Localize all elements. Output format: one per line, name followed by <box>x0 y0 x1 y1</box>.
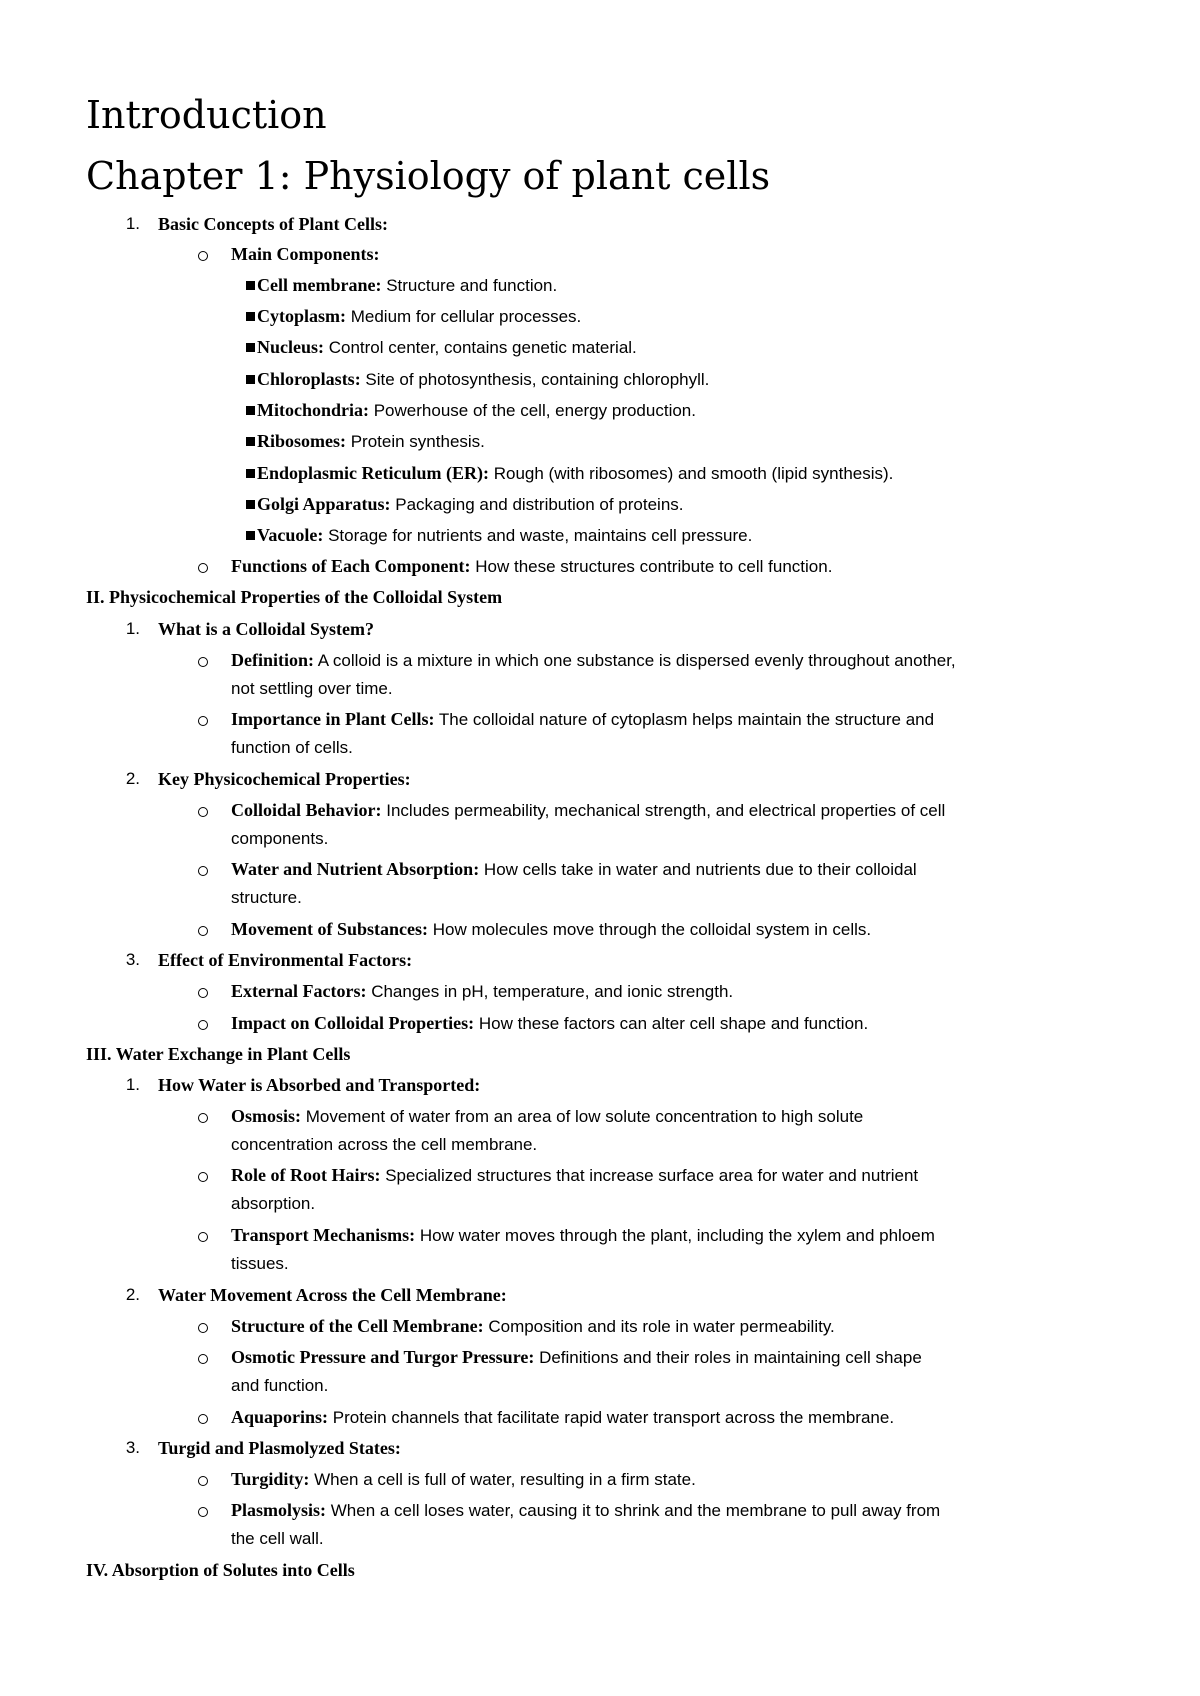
bullet-square-icon <box>246 312 255 321</box>
list-number: 1. <box>125 1075 140 1094</box>
list-number: 2. <box>125 1285 140 1304</box>
list-item: Impact on Colloidal Properties: How these factors can alter cell shape and function. <box>231 1013 869 1033</box>
list-item: Osmotic Pressure and Turgor Pressure: Definitions and their roles in maintaining cell shape <box>231 1347 922 1367</box>
page-title: Introduction <box>86 93 327 137</box>
subsection-heading: Basic Concepts of Plant Cells: <box>158 214 388 234</box>
list-item-continuation: concentration across the cell membrane. <box>231 1135 538 1154</box>
list-item: Importance in Plant Cells: The colloidal nature of cytoplasm helps maintain the structure and <box>231 709 935 729</box>
section-heading: III. Water Exchange in Plant Cells <box>86 1044 351 1064</box>
list-item: Structure of the Cell Membrane: Composition and its role in water permeability. <box>231 1316 835 1336</box>
list-item: Turgidity: When a cell is full of water, resulting in a firm state. <box>231 1469 696 1489</box>
bullet-circle-icon <box>198 1172 208 1182</box>
chapter-title: Chapter 1: Physiology of plant cells <box>86 154 771 198</box>
subsection-heading: How Water is Absorbed and Transported: <box>158 1075 481 1095</box>
list-item-continuation: components. <box>231 829 329 848</box>
list-item: Nucleus: Control center, contains genetic material. <box>246 334 637 360</box>
bullet-circle-icon <box>198 716 208 726</box>
bullet-circle-icon <box>198 1113 208 1123</box>
bullet-square-icon <box>246 531 255 540</box>
bullet-circle-icon <box>198 926 208 936</box>
bullet-circle-icon <box>198 1476 208 1486</box>
bullet-circle-icon <box>198 1232 208 1242</box>
list-item: Cytoplasm: Medium for cellular processes. <box>246 303 581 329</box>
list-item: Vacuole: Storage for nutrients and waste, maintains cell pressure. <box>246 522 752 548</box>
bullet-circle-icon <box>198 1323 208 1333</box>
bullet-circle-icon <box>198 1020 208 1030</box>
bullet-square-icon <box>246 437 255 446</box>
bullet-square-icon <box>246 375 255 384</box>
bullet-circle-icon <box>198 251 208 261</box>
section-heading: II. Physicochemical Properties of the Colloidal System <box>86 587 503 607</box>
bullet-circle-icon <box>198 657 208 667</box>
list-item: Cell membrane: Structure and function. <box>246 272 557 298</box>
list-item-continuation: function of cells. <box>231 738 353 757</box>
list-item: Colloidal Behavior: Includes permeability, mechanical strength, and electrical properties of cell <box>231 800 946 820</box>
bullet-square-icon <box>246 469 255 478</box>
list-item: Osmosis: Movement of water from an area of low solute concentration to high solute <box>231 1106 864 1126</box>
list-item-continuation: and function. <box>231 1376 329 1395</box>
list-item: Functions of Each Component: How these structures contribute to cell function. <box>231 556 833 576</box>
list-number: 3. <box>125 1438 140 1457</box>
subsection-heading: Water Movement Across the Cell Membrane: <box>158 1285 507 1305</box>
bullet-square-icon <box>246 343 255 352</box>
list-item: Water and Nutrient Absorption: How cells take in water and nutrients due to their colloidal <box>231 859 917 879</box>
bullet-square-icon <box>246 406 255 415</box>
list-item: Role of Root Hairs: Specialized structures that increase surface area for water and nutrient <box>231 1165 919 1185</box>
list-item-continuation: not settling over time. <box>231 679 393 698</box>
bullet-circle-icon <box>198 807 208 817</box>
list-number: 3. <box>125 950 140 969</box>
subsection-heading: Effect of Environmental Factors: <box>158 950 413 970</box>
section-heading: IV. Absorption of Solutes into Cells <box>86 1560 355 1580</box>
subsection-label: Main Components: <box>231 244 380 264</box>
list-item: Endoplasmic Reticulum (ER): Rough (with ribosomes) and smooth (lipid synthesis). <box>246 460 893 486</box>
list-item: Movement of Substances: How molecules move through the colloidal system in cells. <box>231 919 872 939</box>
list-item-continuation: the cell wall. <box>231 1529 324 1548</box>
list-item: External Factors: Changes in pH, temperature, and ionic strength. <box>231 981 734 1001</box>
list-item: Golgi Apparatus: Packaging and distribution of proteins. <box>246 491 684 517</box>
list-item: Definition: A colloid is a mixture in which one substance is dispersed evenly throughout another, <box>231 650 956 670</box>
bullet-circle-icon <box>198 1507 208 1517</box>
subsection-heading: Turgid and Plasmolyzed States: <box>158 1438 401 1458</box>
bullet-square-icon <box>246 500 255 509</box>
subsection-heading: Key Physicochemical Properties: <box>158 769 411 789</box>
bullet-circle-icon <box>198 866 208 876</box>
bullet-square-icon <box>246 281 255 290</box>
bullet-circle-icon <box>198 1414 208 1424</box>
list-item: Transport Mechanisms: How water moves through the plant, including the xylem and phloem <box>231 1225 935 1245</box>
bullet-circle-icon <box>198 988 208 998</box>
list-item-continuation: structure. <box>231 888 302 907</box>
list-number: 1. <box>125 619 140 638</box>
list-item-continuation: tissues. <box>231 1254 289 1273</box>
list-number: 2. <box>125 769 140 788</box>
list-item: Plasmolysis: When a cell loses water, causing it to shrink and the membrane to pull away from <box>231 1500 941 1520</box>
bullet-circle-icon <box>198 1354 208 1364</box>
bullet-circle-icon <box>198 563 208 573</box>
subsection-heading: What is a Colloidal System? <box>158 619 375 639</box>
list-item-continuation: absorption. <box>231 1194 316 1213</box>
list-number: 1. <box>125 214 140 233</box>
list-item: Ribosomes: Protein synthesis. <box>246 428 485 454</box>
list-item: Chloroplasts: Site of photosynthesis, containing chlorophyll. <box>246 366 709 392</box>
list-item: Mitochondria: Powerhouse of the cell, energy production. <box>246 397 696 423</box>
list-item: Aquaporins: Protein channels that facilitate rapid water transport across the membrane. <box>231 1407 895 1427</box>
